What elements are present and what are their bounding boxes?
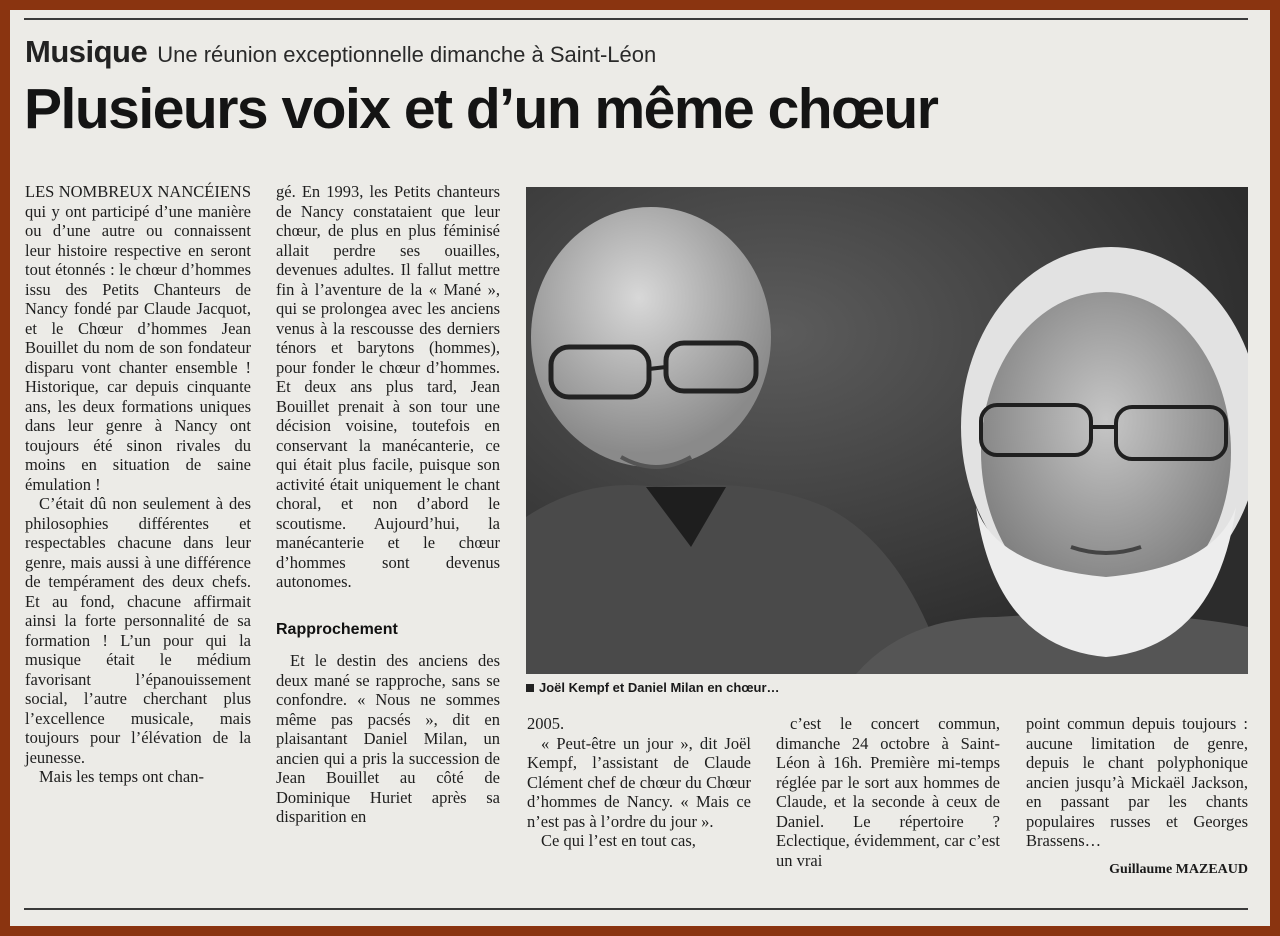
caption-bullet-icon (526, 684, 534, 692)
article-column-4 (776, 714, 1000, 870)
paragraph: LES NOMBREUX NANCÉIENS qui y ont participé d’une manière ou d’une autre ou connaissent leur histoire respective en seront tout étonnés : le chœur d’hommes issu des Petits Chanteurs de Nancy fondé par Claude Jacquot, et le Chœur d’hommes Jean Bouillet du nom de son fondateur disparu vont chanter ensemble ! Historique, car depuis cinquante ans, les deux formations uniques dans leur genre à Nancy ont toujours été sinon rivales du moins en situation de saine émulation ! (25, 182, 251, 494)
article-photo (526, 187, 1248, 674)
article-column-3 (527, 714, 751, 851)
article-column-1 (25, 182, 251, 787)
paragraph: Et le destin des anciens des deux mané se rapproche, sans se confondre. « Nous ne sommes même pas pacsés », dit en plaisantant Daniel Milan, un ancien qui a pris la succession de Jean Bouillet au côté de Dominique Huriet après sa disparition en (276, 651, 500, 826)
article-headline: Plusieurs voix et d’un même chœur (24, 77, 938, 141)
bottom-rule (24, 908, 1248, 910)
top-rule (24, 18, 1248, 20)
paragraph: Mais les temps ont chan- (39, 767, 204, 786)
article-column-2 (276, 182, 500, 827)
caption-text: Joël Kempf et Daniel Milan en chœur… (539, 680, 780, 695)
paragraph: C’était dû non seulement à des philosophies différentes et respectables chacune dans leur genre, mais aussi à une différence de tempérament des deux chefs. Et au fond, chacune affirmait ainsi la forte personnalité de sa formation ! L’un pour qui la musique était le médium favorisant l’épanouissement social, l’autre cherchant plus l’excellence musicale, mais toujours pour l’élévation de la jeunesse. (25, 494, 251, 767)
author-signature: Guillaume MAZEAUD (1109, 862, 1248, 877)
paragraph: 2005. (527, 714, 565, 733)
paragraph: gé. En 1993, les Petits chanteurs de Nancy constataient que leur chœur, de plus en plus féminisé allait perdre ses ouailles, devenues adultes. Il fallut mettre fin à l’aventure de la « Mané », qui se prolongea avec les anciens venus à la rescousse des derniers ténors et barytons (hommes), pour fonder le chœur d’hommes. Et deux ans plus tard, Jean Bouillet prenait à son tour une décision voisine, toutefois en conservant la manécanterie, ce qui était plus facile, puisque son activité était uniquement le chant choral, et non d’abord le scoutisme. Aujourd’hui, la manécanterie et le chœur d’hommes sont devenus autonomes. (276, 182, 500, 591)
paragraph: Ce qui l’est en tout cas, (541, 831, 696, 850)
portrait-photo-illustration (526, 187, 1248, 674)
kicker-row (25, 34, 1025, 74)
section-kicker: Musique (25, 34, 148, 69)
paragraph: point commun depuis toujours : aucune limitation de genre, depuis le chant polyphonique ancien jusqu’à Mickaël Jackson, en passant par les chants populaires russes et Georges Brassens… (1026, 714, 1248, 850)
kicker-subtitle: Une réunion exceptionnelle dimanche à Saint-Léon (157, 42, 657, 67)
subheading: Rapprochement (276, 620, 398, 638)
photo-caption (526, 680, 1248, 695)
paragraph: c’est le concert commun, dimanche 24 octobre à Saint-Léon à 16h. Première mi-temps réglée par le sort aux hommes de Claude, et la seconde à ceux de Daniel. Le répertoire ? Eclectique, évidemment, car c’est un vrai (776, 714, 1000, 870)
paragraph: « Peut-être un jour », dit Joël Kempf, l’assistant de Claude Clément chef de chœur du Chœur d’hommes de Nancy. « Mais ce n’est pas à l’ordre du jour ». (527, 733, 751, 831)
newspaper-clipping (10, 10, 1270, 926)
article-column-5 (1026, 714, 1248, 851)
